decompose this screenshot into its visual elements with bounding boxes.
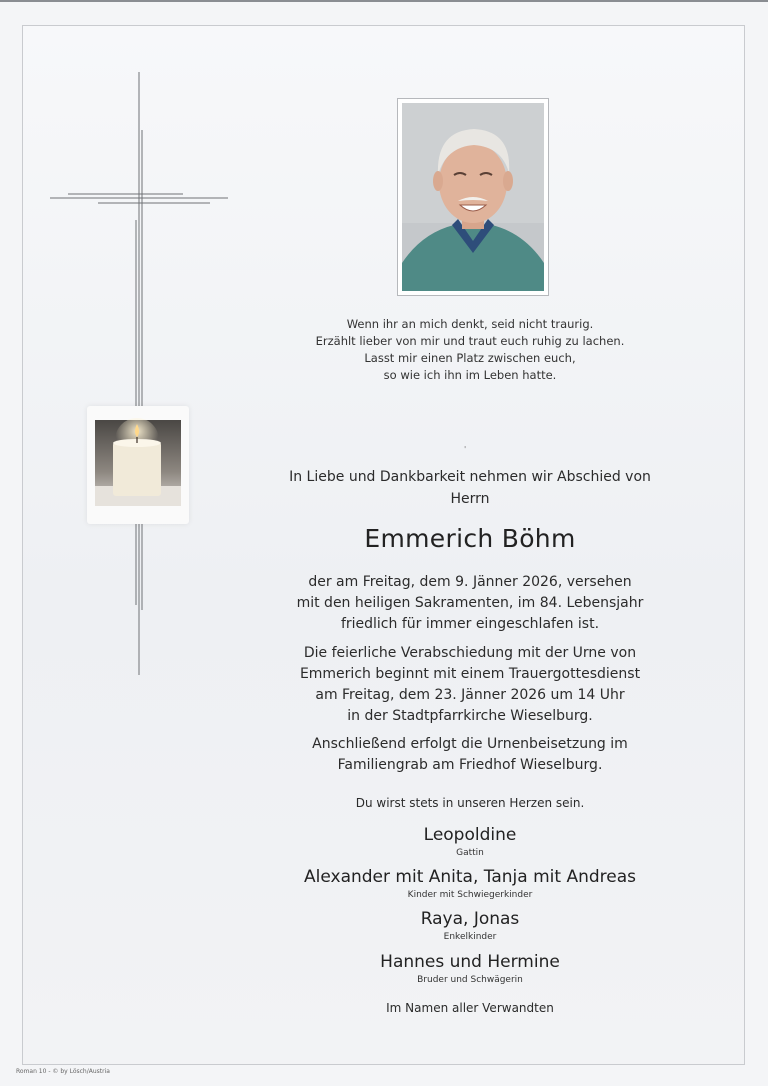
ceremony-line: Die feierliche Verabschiedung mit der Urne von <box>303 645 637 661</box>
poem-line: Wenn ihr an mich denkt, seid nicht traurig. <box>346 317 594 331</box>
deceased-name: Emmerich Böhm <box>364 524 576 553</box>
death-notice <box>250 572 690 635</box>
mourner-entry <box>250 908 690 944</box>
mourner-names: Leopoldine <box>423 825 517 845</box>
ceremony-info <box>250 643 690 727</box>
ceremony-line: am Freitag, dem 23. Jänner 2026 um 14 Uhr <box>315 687 625 703</box>
mourner-entry <box>250 951 690 987</box>
burial-line: Familiengrab am Friedhof Wieselburg. <box>337 757 603 773</box>
footer-credit: Roman 10 - © by Lösch/Austria <box>16 1068 110 1075</box>
intro-line: In Liebe und Dankbarkeit nehmen wir Abschied von <box>289 469 651 485</box>
mourner-names: Raya, Jonas <box>420 909 520 929</box>
memorial-poem <box>250 316 690 384</box>
portrait-photo <box>397 98 549 296</box>
mourner-names: Alexander mit Anita, Tanja mit Andreas <box>304 867 636 887</box>
burial-line: Anschließend erfolgt die Urnenbeisetzung im <box>312 736 628 752</box>
intro-text <box>250 466 690 510</box>
ceremony-line: Emmerich beginnt mit einem Trauergottesdienst <box>299 666 641 682</box>
mourner-relation: Gattin <box>456 848 484 858</box>
mourner-names: Hannes und Hermine <box>380 952 560 972</box>
final-line: Im Namen aller Verwandten <box>386 1001 554 1015</box>
poem-line: so wie ich ihn im Leben hatte. <box>383 368 557 382</box>
closing-line: Du wirst stets in unseren Herzen sein. <box>355 796 585 810</box>
death-notice-line: friedlich für immer eingeschlafen ist. <box>340 616 600 632</box>
burial-info <box>250 734 690 776</box>
intro-salutation: Herrn <box>450 491 490 507</box>
poem-line: Lasst mir einen Platz zwischen euch, <box>364 351 576 365</box>
death-notice-line: mit den heiligen Sakramenten, im 84. Lebensjahr <box>296 595 644 611</box>
mourner-entry <box>250 824 690 860</box>
mourner-relation: Enkelkinder <box>443 932 497 942</box>
ceremony-line: in der Stadtpfarrkirche Wieselburg. <box>347 708 593 724</box>
mourner-relation: Bruder und Schwägerin <box>417 975 523 985</box>
candle-image <box>87 406 189 524</box>
death-notice-line: der am Freitag, dem 9. Jänner 2026, versehen <box>308 574 632 590</box>
poem-line: Erzählt lieber von mir und traut euch ruhig zu lachen. <box>315 334 625 348</box>
mourner-entry <box>250 866 690 902</box>
speck: ' <box>464 445 467 454</box>
mourner-relation: Kinder mit Schwiegerkinder <box>407 890 533 900</box>
cross-icon <box>48 70 230 680</box>
portrait-image <box>402 103 544 291</box>
